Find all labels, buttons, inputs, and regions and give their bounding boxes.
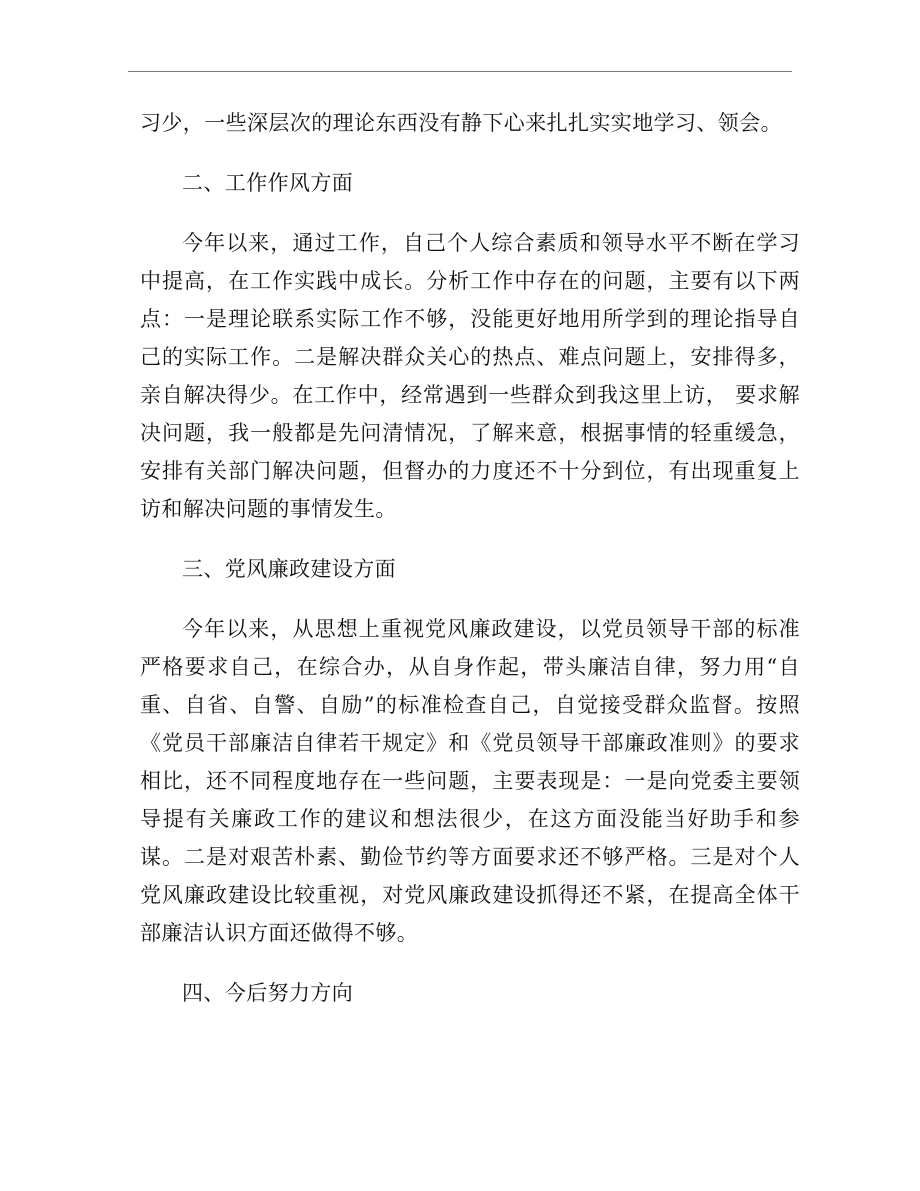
paragraph-work-style: 今年以来，通过工作，自己个人综合素质和领导水平不断在学习中提高，在工作实践中成长。分析工作中存在的问题，主要有以下两点：一是理论联系实际工作不够，没能更好地用所学到的理论指导自己的实际工作。二是解决群众关心的热点、难点问题上，安排得多，亲自解决得少。在工作中，经常遇到一些群众到我这里上访， 要求解决问题，我一般都是先问清情况，了解来意，根据事情的轻重缓急，安排有关部门解决问题，但督办的力度还不十分到位，有出现重复上访和解决问题的事情发生。 [140, 231, 800, 521]
paragraph-integrity: 今年以来，从思想上重视党风廉政建设，以党员领导干部的标准严格要求自己，在综合办，从自身作起，带头廉洁自律，努力用“自重、自省、自警、自励”的标准检查自己，自觉接受群众监督。按照《党员干部廉洁自律若干规定》和《党员领导干部廉政准则》的要求相比，还不同程度地存在一些问题，主要表现是：一是向党委主要领导提有关廉政工作的建议和想法很少，在这方面没能当好助手和参谋。二是对艰苦朴素、勤俭节约等方面要求还不够严格。三是对个人党风廉政建设比较重视，对党风廉政建设抓得还不紧，在提高全体干部廉洁认识方面还做得不够。 [140, 617, 800, 945]
header-rule [128, 71, 792, 72]
section-heading-integrity: 三、党风廉政建设方面 [182, 557, 396, 581]
document-body [140, 104, 800, 1034]
section-heading-work-style: 二、工作作风方面 [182, 171, 354, 195]
paragraph-continuation: 习少，一些深层次的理论东西没有静下心来扎扎实实地学习、领会。 [140, 111, 782, 135]
section-heading-future-direction: 四、今后努力方向 [182, 981, 354, 1005]
